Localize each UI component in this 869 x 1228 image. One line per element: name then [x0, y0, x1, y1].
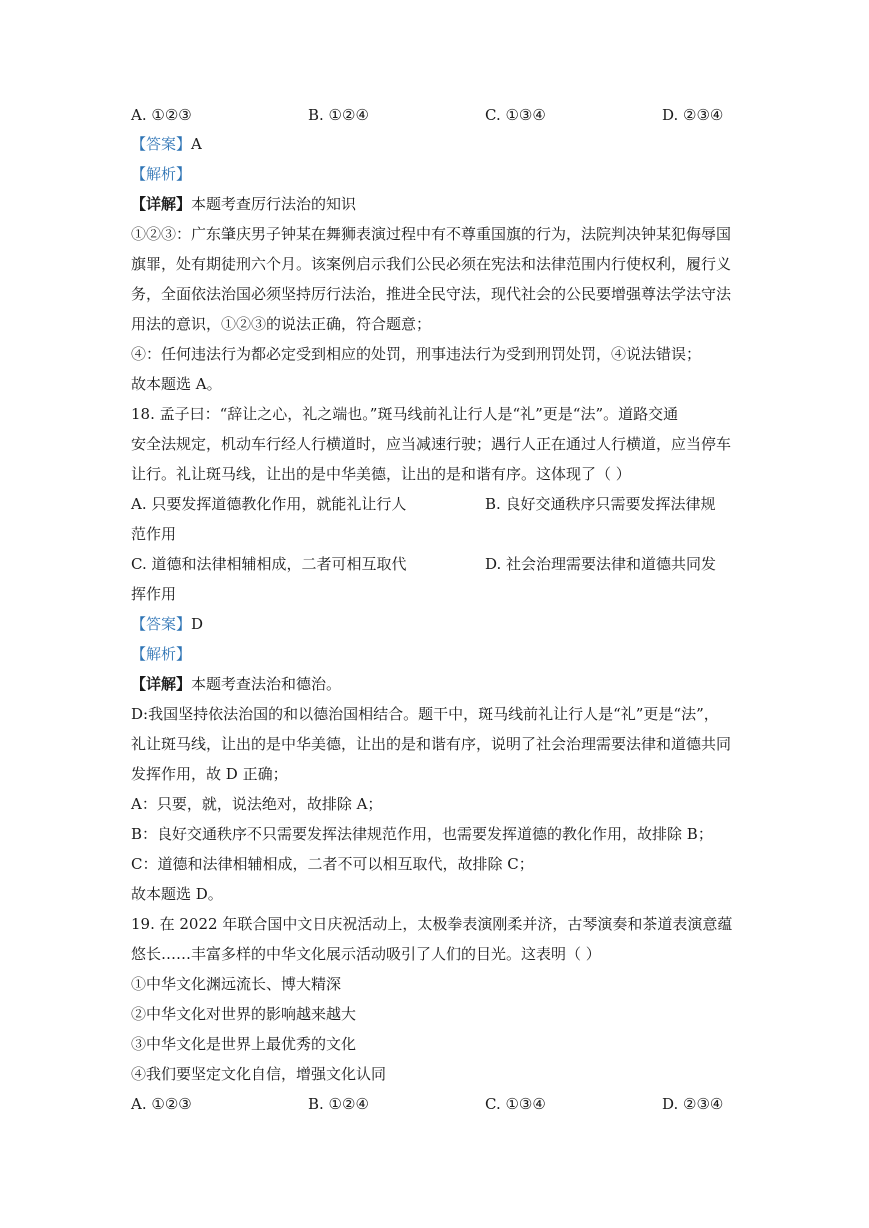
- detail-text: 本题考查厉行法治的知识: [191, 195, 357, 213]
- q17-option-d: D. ②③④: [662, 106, 724, 124]
- q18-explanation-line: A：只要，就，说法绝对，故排除 A；: [131, 795, 383, 813]
- q18-explanation-line: B：良好交通秩序不只需要发挥法律规范作用，也需要发挥道德的教化作用，故排除 B；: [131, 825, 713, 843]
- detail-tag: 【详解】: [131, 195, 192, 213]
- q17-explanation-line: ①②③：广东肇庆男子钟某在舞狮表演过程中有不尊重国旗的行为，法院判决钟某犯侮辱国: [131, 225, 732, 243]
- q18-option-b-cont: 范作用: [131, 525, 177, 543]
- q17-analysis-tag: 【解析】: [131, 165, 192, 183]
- q19-statement: ②中华文化对世界的影响越来越大: [131, 1005, 357, 1023]
- q18-analysis-tag: 【解析】: [131, 645, 192, 663]
- answer-tag: 【答案】: [131, 615, 192, 633]
- q17-option-b: B. ①②④: [308, 106, 369, 124]
- q18-stem-line: 安全法规定，机动车行经人行横道时，应当减速行驶；遇行人正在通过人行横道，应当停车: [131, 435, 732, 453]
- q17-detail-line: [131, 194, 356, 214]
- q17-answer-line: [131, 134, 202, 154]
- detail-tag: 【详解】: [131, 675, 192, 693]
- q17-option-c: C. ①③④: [485, 106, 546, 124]
- q18-option-c: C. 道德和法律相辅相成，二者可相互取代: [131, 555, 407, 573]
- q18-option-a: A. 只要发挥道德教化作用，就能礼让行人: [131, 495, 407, 513]
- q19-option-d: D. ②③④: [662, 1095, 724, 1113]
- q18-explanation-line: D:我国坚持依法治国的和以德治国相结合。题干中，斑马线前礼让行人是“礼”更是“法”，: [131, 705, 719, 723]
- q18-detail-line: [131, 674, 341, 694]
- q18-stem-line: 18. 孟子曰：“辞让之心，礼之端也。”斑马线前礼让行人是“礼”更是“法”。道路交通: [131, 405, 679, 423]
- q18-explanation-line: 礼让斑马线，让出的是中华美德，让出的是和谐有序，说明了社会治理需要法律和道德共同: [131, 735, 732, 753]
- q18-explanation-line: C：道德和法律相辅相成，二者不可以相互取代，故排除 C；: [131, 855, 534, 873]
- detail-text: 本题考查法治和德治。: [191, 675, 342, 693]
- q17-explanation-line: 故本题选 A。: [131, 375, 222, 393]
- q17-explanation-line: 用法的意识，①②③的说法正确，符合题意；: [131, 315, 432, 333]
- q19-statement: ①中华文化渊远流长、博大精深: [131, 975, 342, 993]
- q19-statement: ④我们要坚定文化自信，增强文化认同: [131, 1065, 387, 1083]
- q18-stem-line: 让行。礼让斑马线，让出的是中华美德，让出的是和谐有序。这体现了（ ）: [131, 465, 631, 483]
- q19-option-a: A. ①②③: [131, 1095, 192, 1113]
- answer-value: D: [191, 615, 204, 633]
- q17-option-a: A. ①②③: [131, 106, 192, 124]
- q17-explanation-line: ④：任何违法行为都必定受到相应的处罚，刑事违法行为受到刑罚处罚，④说法错误；: [131, 345, 702, 363]
- q17-explanation-line: 旗罪，处有期徒刑六个月。该案例启示我们公民必须在宪法和法律范围内行使权利，履行义: [131, 255, 732, 273]
- q18-option-d: D. 社会治理需要法律和道德共同发: [485, 555, 717, 573]
- answer-tag: 【答案】: [131, 135, 192, 153]
- q18-option-b: B. 良好交通秩序只需要发挥法律规: [485, 495, 716, 513]
- q19-statement: ③中华文化是世界上最优秀的文化: [131, 1035, 357, 1053]
- q19-option-c: C. ①③④: [485, 1095, 546, 1113]
- answer-value: A: [191, 135, 202, 153]
- q18-option-d-cont: 挥作用: [131, 585, 177, 603]
- q18-explanation-line: 故本题选 D。: [131, 885, 223, 903]
- q19-option-b: B. ①②④: [308, 1095, 369, 1113]
- q18-answer-line: [131, 614, 203, 634]
- q19-stem-line: 19. 在 2022 年联合国中文日庆祝活动上，太极拳表演刚柔并济，古琴演奏和茶道表演意蕴: [131, 915, 733, 933]
- q17-explanation-line: 务，全面依法治国必须坚持厉行法治，推进全民守法，现代社会的公民要增强尊法学法守法: [131, 285, 732, 303]
- q18-explanation-line: 发挥作用，故 D 正确；: [131, 765, 288, 783]
- q19-stem-line: 悠长……丰富多样的中华文化展示活动吸引了人们的目光。这表明（ ）: [131, 945, 601, 963]
